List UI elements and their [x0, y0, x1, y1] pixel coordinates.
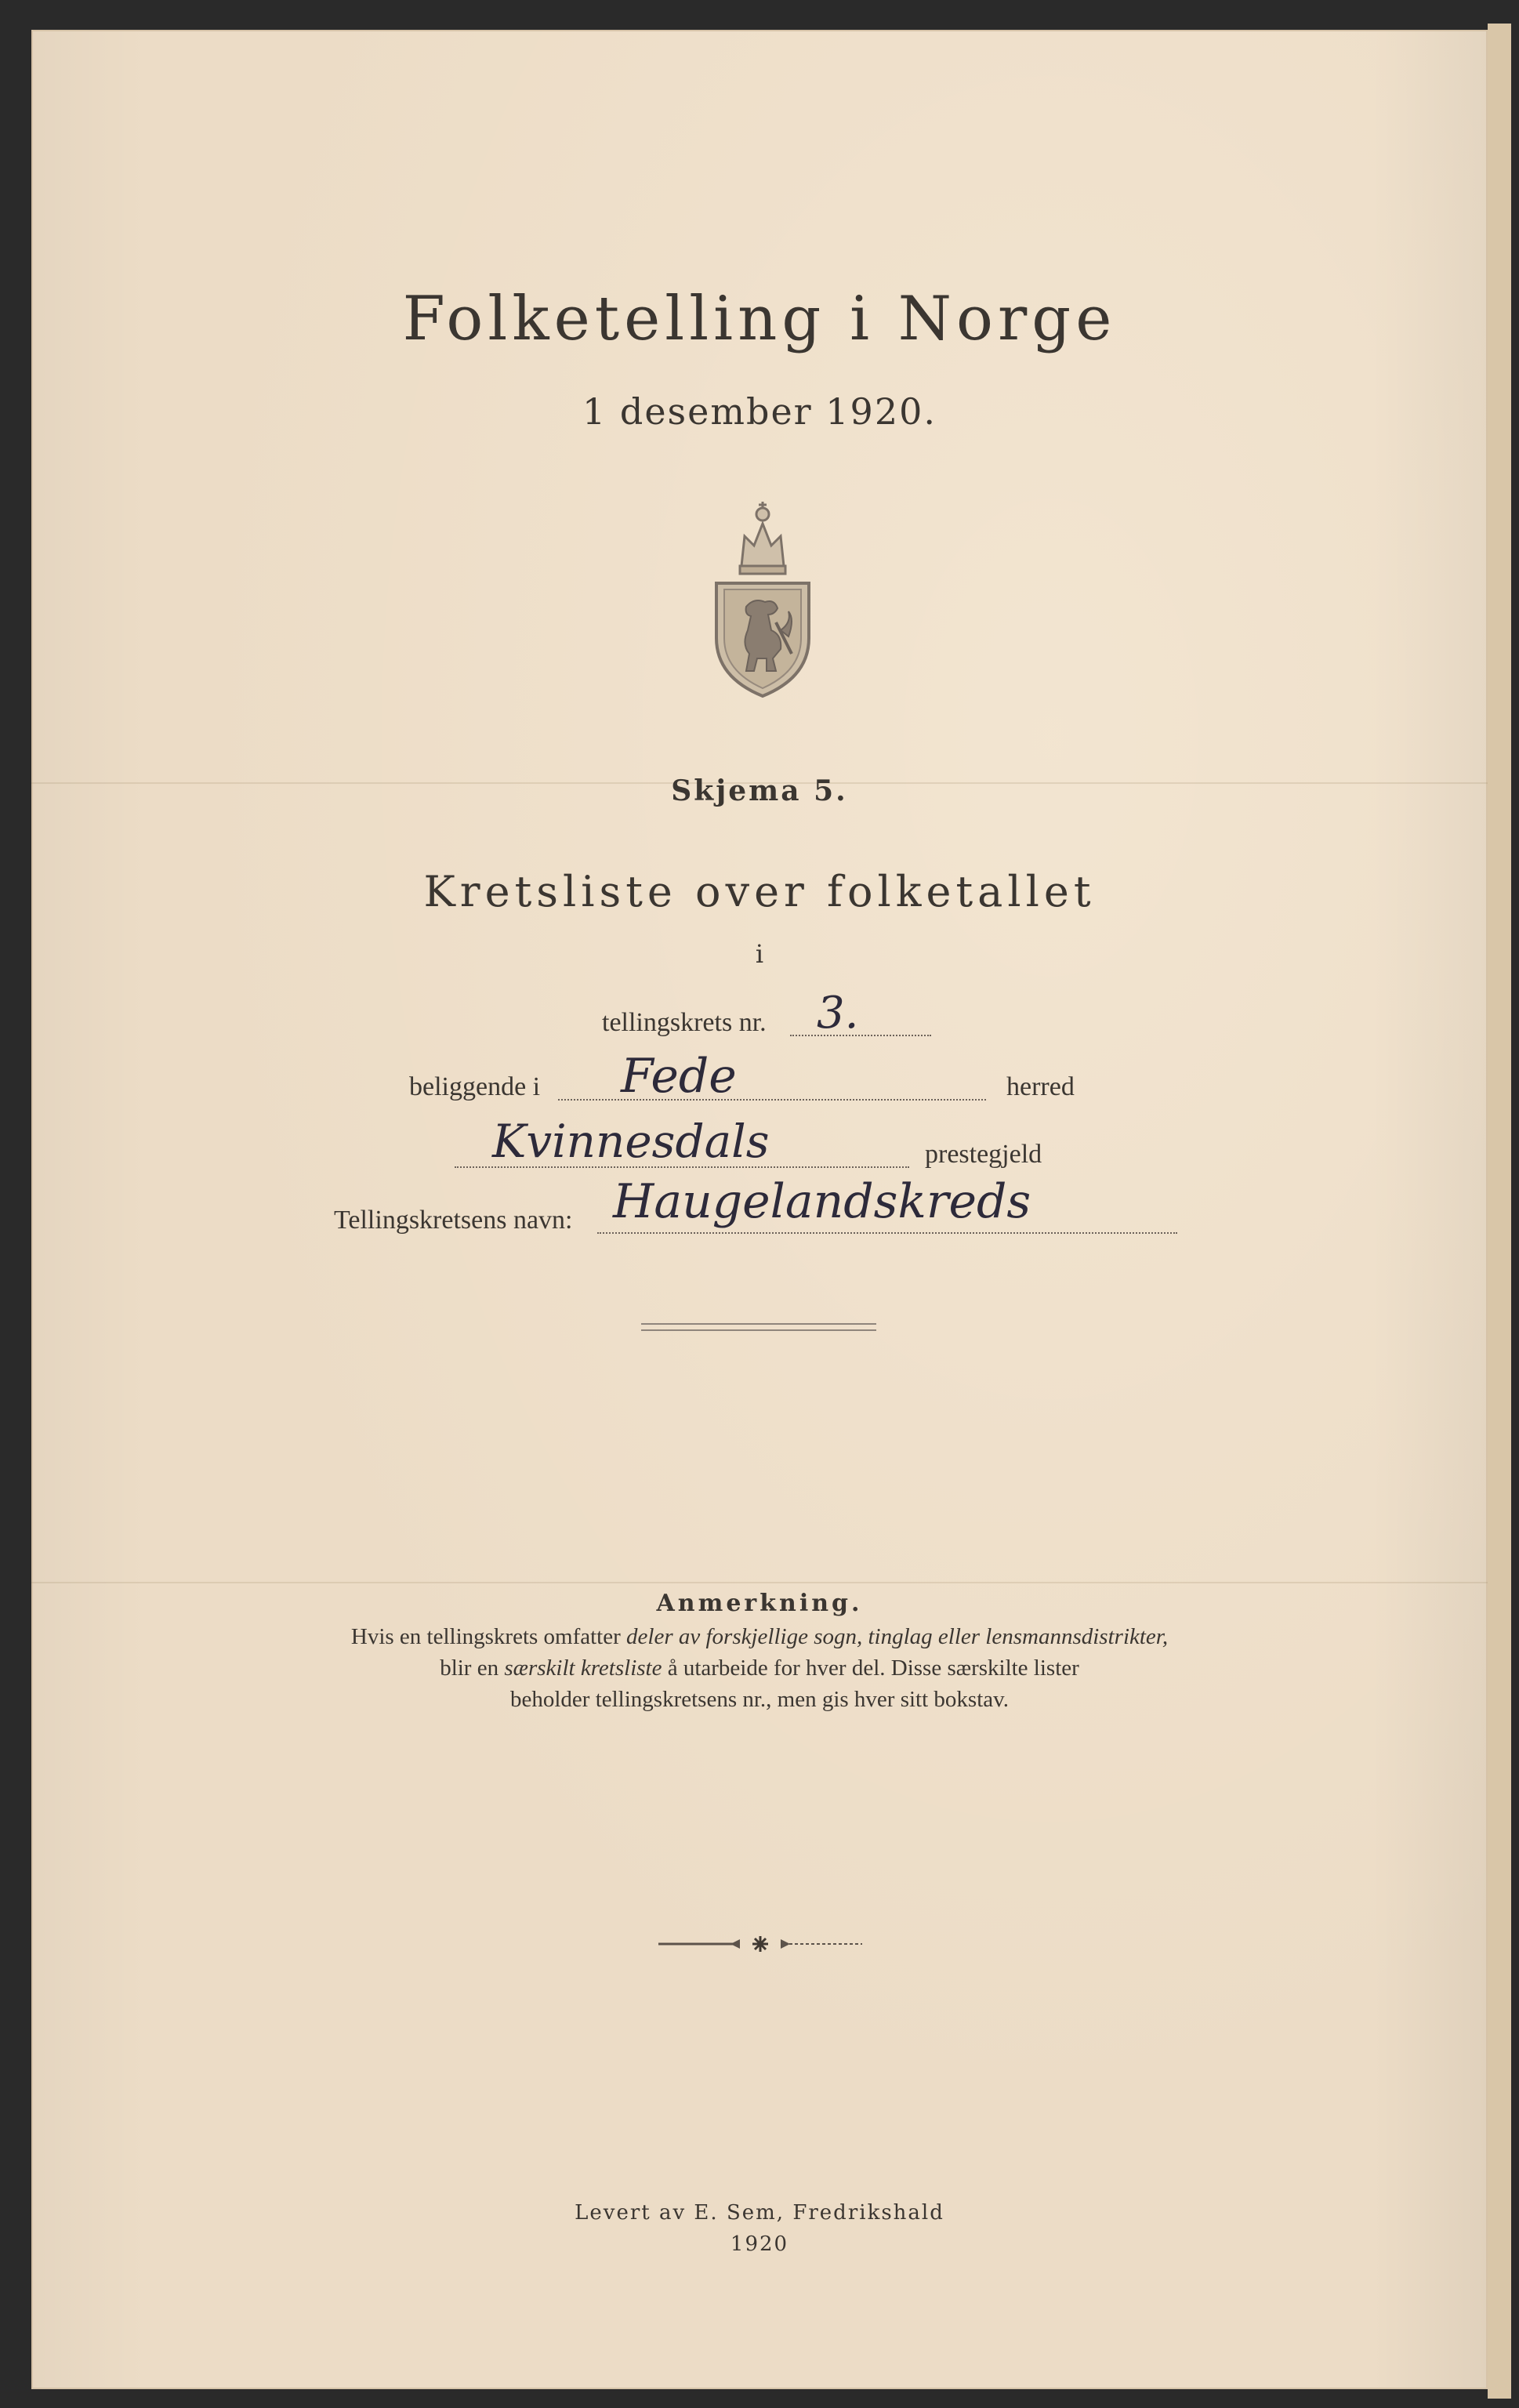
- schema-number: Skjema 5.: [671, 774, 848, 807]
- prestegjeld-value: Kvinnesdals: [492, 1115, 770, 1168]
- tellingskrets-line: [790, 1035, 931, 1036]
- preposition: i: [755, 939, 764, 969]
- remark-heading: Anmerkning.: [656, 1590, 863, 1617]
- remark-line-2: blir en særskilt kretsliste å utarbeide for hver del. Disse særskilte lister: [440, 1656, 1079, 1681]
- coat-of-arms-icon: [710, 497, 815, 699]
- ornament-divider-icon: [658, 1935, 862, 1953]
- herred-label: herred: [1006, 1072, 1075, 1101]
- tellingskrets-value: 3.: [817, 988, 859, 1039]
- double-rule-divider: [641, 1323, 876, 1331]
- form-title: Folketelling i Norge: [402, 284, 1117, 354]
- kretsnavn-label: Tellingskretsens navn:: [334, 1206, 573, 1235]
- form-heading: Kretsliste over folketallet: [423, 867, 1096, 916]
- beliggende-label: beliggende i: [409, 1072, 541, 1101]
- beliggende-value: Fede: [621, 1049, 737, 1104]
- page-edge: [1488, 24, 1511, 2399]
- prestegjeld-label: prestegjeld: [925, 1140, 1042, 1169]
- remark-line-3: beholder tellingskretsens nr., men gis hver sitt bokstav.: [509, 1687, 1010, 1712]
- printer-imprint: Levert av E. Sem, Fredrikshald: [575, 2201, 944, 2225]
- faint-bleed-text: [140, 179, 146, 205]
- kretsnavn-value: Haugelandskreds: [613, 1174, 1031, 1229]
- census-form-page: [31, 30, 1488, 2389]
- paper-fold: [31, 1582, 1488, 1583]
- printer-imprint-year: 1920: [730, 2232, 789, 2256]
- remark-line-1: Hvis en tellingskrets omfatter deler av forskjellige sogn, tinglag eller lensmannsdistrikter,: [350, 1624, 1169, 1649]
- kretsnavn-line: [597, 1232, 1177, 1234]
- census-date: 1 desember 1920.: [582, 390, 937, 433]
- tellingskrets-label: tellingskrets nr.: [602, 1008, 767, 1037]
